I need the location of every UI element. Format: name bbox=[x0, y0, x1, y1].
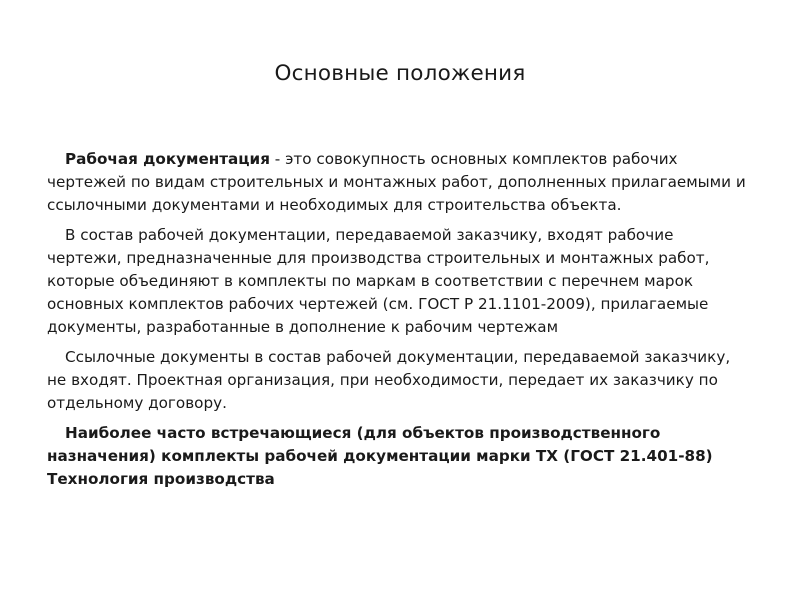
slide-body bbox=[47, 148, 747, 498]
definition-text: - это совокупность основных комплектов рабочих чертежей по видам строительных и монтажных работ, дополненных прилагаемыми и ссылочными документами и необходимых для строительства объекта. bbox=[47, 150, 746, 214]
definition-term: Рабочая документация bbox=[65, 150, 270, 168]
paragraph-composition: В состав рабочей документации, передаваемой заказчику, входят рабочие чертежи, предназначенные для производства строительных и монтажных работ, которые объединяют в комплекты по маркам в соответствии с перечнем марок основных комплектов рабочих чертежей (см. ГОСТ Р 21.1101-2009), прилагаемые документы, разработанные в дополнение к рабочим чертежам bbox=[47, 226, 710, 336]
slide-title: Основные положения bbox=[274, 61, 526, 86]
paragraph-reference-documents: Ссылочные документы в состав рабочей документации, передаваемой заказчику, не входят. Проектная организация, при необходимости, передает их заказчику по отдельному договору. bbox=[47, 348, 731, 412]
paragraph-definition bbox=[47, 148, 747, 217]
paragraph-common-sets: Наиболее часто встречающиеся (для объектов производственного назначения) комплекты рабочей документации марки ТХ (ГОСТ 21.401-88) Технология производства bbox=[47, 424, 713, 488]
